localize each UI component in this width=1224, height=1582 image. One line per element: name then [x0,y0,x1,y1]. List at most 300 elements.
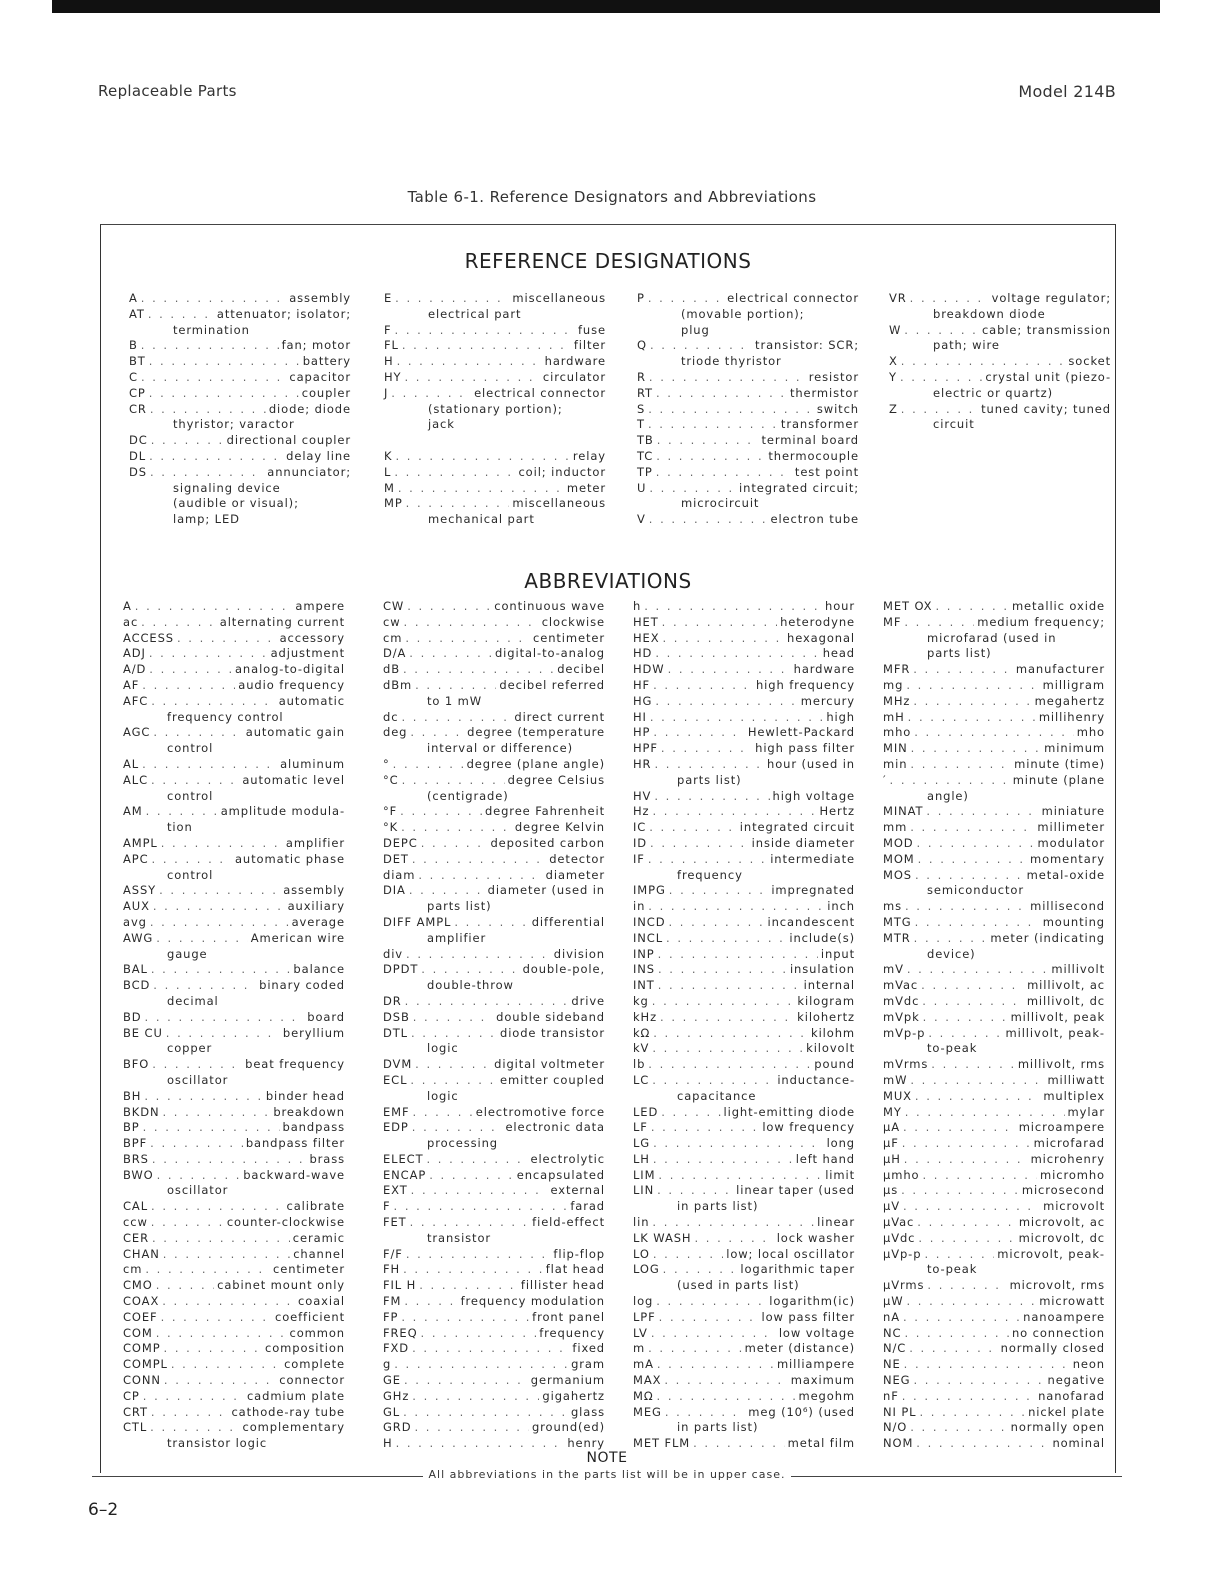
definition-text: miniature [1041,804,1105,819]
abbreviation-entry [383,773,605,805]
entry-line [633,1057,855,1073]
abbreviation-entry [633,1120,855,1136]
definition-text: low; local oscillator [726,1246,855,1261]
designator-term: N/C [883,1341,907,1356]
designator-term: dBm [383,677,413,692]
abbreviation-entry [383,1357,605,1373]
entry-line [883,1247,1105,1263]
designator-term: K [384,448,393,463]
entry-line [883,804,1105,820]
abbreviation-entry [883,599,1105,615]
definition-text: gigahertz [542,1388,605,1403]
designator-term: A [129,291,138,305]
designator-term: T [637,417,645,432]
dot-leader [150,402,266,418]
definition-text: ceramic [292,1230,345,1245]
designator-term: g [383,1357,392,1372]
designator-term: DR [383,993,402,1008]
designator-term: μV [883,1199,900,1214]
entry-line [123,1262,345,1278]
designator-term: mm [883,820,908,835]
abbreviation-entry [123,678,345,694]
designator-term: FXD [383,1341,410,1356]
designator-term: MHz [883,693,911,708]
definition-continuation: microcircuit [681,496,760,511]
definition-text: thermocouple [768,448,859,463]
abbreviation-entry [383,646,605,662]
designator-term: X [889,354,898,369]
definition-text: minute (time) [1014,756,1105,771]
dot-leader [398,481,564,497]
dot-leader [411,1183,548,1199]
definition-text: assembly [289,291,351,305]
designator-term: BAL [123,962,148,977]
entry-line [383,757,605,773]
designator-term: COMPL [123,1357,168,1372]
definition-text: linear taper (used [736,1183,855,1198]
definition-text: millihenry [1038,709,1105,724]
abbreviation-entry [383,1373,605,1389]
abbreviation-entry [129,433,351,449]
entry-line [383,1405,605,1421]
abbreviation-entry [383,1105,605,1121]
entry-line [883,868,1105,884]
section-header: Replaceable Parts [98,82,237,100]
entry-line [383,804,605,820]
dot-leader [904,323,979,339]
dot-leader [901,1183,1019,1199]
entry-line [123,962,345,978]
entry-line [383,599,605,615]
entry-line [384,449,606,465]
dot-leader [454,915,528,931]
entry-line [123,1231,345,1247]
entry-line [383,1152,605,1168]
definition-text: millivolt [1051,962,1105,977]
dot-leader [655,694,797,710]
designator-term: F/F [383,1246,403,1261]
entry-line [883,1073,1105,1089]
note-text: All abbreviations in the parts list will be in upper case. [423,1468,792,1481]
designator-term: TP [637,464,653,479]
definition-text: microhenry [1030,1151,1105,1166]
definition-text: automatic gain [245,725,345,740]
definition-text: momentary [1030,851,1105,866]
definition-text: calibrate [286,1199,345,1214]
abbreviation-entry [123,836,345,852]
abbreviation-entry [883,1010,1105,1026]
dot-leader [665,1405,745,1421]
entry-line [883,1183,1105,1199]
designator-term: FL [384,338,399,353]
definition-text: internal [803,978,855,993]
designator-term: COMP [123,1341,161,1356]
definition-text: microvolt [1043,1199,1105,1214]
designator-term: mho [883,725,912,740]
definition-text: centimeter [273,1262,345,1277]
dot-leader [406,947,551,963]
dot-leader [926,804,1038,820]
dot-leader [177,631,277,647]
entry-line [383,1262,605,1278]
dot-leader [141,291,286,307]
dot-leader [655,646,819,662]
definition-text: binary coded [259,978,345,993]
designator-term: DSB [383,1009,410,1024]
dot-leader [142,678,235,694]
definition-text: millisecond [1030,899,1105,914]
definition-text: direct current [514,709,605,724]
abbreviation-entry [633,1247,855,1263]
dot-leader [658,947,818,963]
entry-line [637,417,859,433]
abbreviation-entry [883,1310,1105,1326]
dot-leader [650,836,749,852]
dot-leader [149,662,232,678]
entry-line [633,1152,855,1168]
definition-text: milligram [1042,677,1105,692]
reference-designations-title: REFERENCE DESIGNATIONS [464,249,752,273]
entry-line [633,978,855,994]
abbreviation-entry [384,496,606,528]
designator-term: F [384,322,392,337]
dot-leader [656,1294,766,1310]
definition-continuation: to-peak [927,1041,978,1056]
definition-text: minute (plane [1012,772,1105,787]
dot-leader [917,836,1035,852]
definition-text: deposited carbon [490,835,605,850]
dot-leader [394,465,515,481]
dot-leader [656,386,787,402]
abbreviation-entry [123,1405,345,1421]
dot-leader [910,757,1011,773]
abbreviation-entry [883,757,1105,773]
definition-text: kilohertz [797,1009,855,1024]
designator-term: VR [889,291,907,305]
abbr-column-1 [123,599,345,1452]
definition-text: tuned cavity; tuned [981,401,1111,416]
definition-text: audio frequency [238,677,345,692]
entry-line [633,1105,855,1121]
designator-term: LO [633,1246,650,1261]
designator-term: BT [129,354,146,369]
abbreviation-entry [123,1136,345,1152]
designator-term: log [633,1294,654,1309]
dot-leader [151,1199,283,1215]
abbreviation-entry [123,662,345,678]
definition-text: attenuator; isolator; [216,306,351,321]
designator-term: GHz [383,1388,410,1403]
definition-text: milliampere [776,1357,855,1372]
abbreviation-entry [383,1199,605,1215]
definition-text: accessory [279,630,345,645]
designator-term: DVM [383,1057,413,1072]
definition-text: ground(ed) [531,1420,605,1435]
abbreviation-entry [883,1389,1105,1405]
dot-leader [909,1341,997,1357]
designator-term: AFC [123,693,149,708]
entry-line [633,947,855,963]
abbreviation-entry [633,1373,855,1389]
entry-line [129,402,351,418]
abbreviation-entry [383,883,605,915]
definition-continuation: in parts list) [677,1199,759,1214]
definition-text: millimeter [1037,820,1105,835]
dot-leader [161,1310,272,1326]
designator-term: BWO [123,1167,154,1182]
definition-text: normally open [1010,1420,1105,1435]
definition-text: incandescent [767,914,855,929]
definition-text: micromho [1040,1167,1105,1182]
definition-continuation: to-peak [927,1262,978,1277]
designator-term: HEX [633,630,660,645]
definition-text: meg (10⁶) (used [748,1404,855,1419]
definition-text: diameter (used in [487,883,605,898]
abbreviation-entry [129,338,351,354]
entry-line [883,757,1105,773]
abbreviation-entry [883,1215,1105,1231]
entry-line [633,1294,855,1310]
entry-line [383,836,605,852]
definition-continuation: jack [428,417,455,432]
designator-term: FIL H [383,1278,417,1293]
designator-term: ID [633,835,648,850]
dot-leader [900,370,982,386]
definition-text: encapsulated [516,1167,605,1182]
entry-line [633,852,855,868]
entry-line [883,1326,1105,1342]
definition-text: analog-to-digital [234,662,345,677]
definition-text: adjustment [270,646,345,661]
designator-term: DEPC [383,835,418,850]
dot-leader [913,662,1013,678]
abbreviation-entry [123,931,345,963]
entry-line [883,978,1105,994]
designator-term: μH [883,1151,901,1166]
dot-leader [649,481,736,497]
definition-text: high [826,709,855,724]
abbreviation-entry [883,741,1105,757]
dot-leader [391,386,471,402]
designator-term: J [384,385,389,400]
abbreviation-entry [123,1026,345,1058]
abbreviation-entry [883,962,1105,978]
entry-line [633,646,855,662]
designator-term: MF [883,614,902,629]
designator-term: mA [633,1357,654,1372]
entry-line [633,631,855,647]
abbreviation-entry [383,1326,605,1342]
page-number: 6–2 [88,1500,119,1520]
entry-line [633,1183,855,1199]
abbreviation-entry [883,710,1105,726]
table-caption: Table 6-1. Reference Designators and Abbreviations [407,188,817,206]
entry-line [383,962,605,978]
table-frame [100,224,1116,1473]
entry-line [637,338,859,354]
definition-text: glass [570,1404,605,1419]
definition-continuation: transistor logic [167,1436,268,1451]
dot-leader [922,1168,1037,1184]
entry-line [637,465,859,481]
abbreviation-entry [384,370,606,386]
dot-leader [902,1136,1031,1152]
definition-continuation: microfarad (used in [927,630,1057,645]
abbreviation-entry [123,757,345,773]
definition-continuation: (used in parts list) [677,1278,800,1293]
entry-line [383,1357,605,1373]
abbreviation-entry [383,678,605,710]
dot-leader [152,1057,242,1073]
abbreviation-entry [123,962,345,978]
dot-leader [924,1247,994,1263]
designator-term: DC [129,433,148,448]
designator-term: INP [633,946,655,961]
entry-line [123,1120,345,1136]
designator-term: BKDN [123,1104,160,1119]
dot-leader [653,678,753,694]
designator-term: W [889,322,902,337]
definition-text: megohm [798,1388,855,1403]
designator-term: μF [883,1136,899,1151]
designator-term: LPF [633,1309,656,1324]
entry-line [384,481,606,497]
dot-leader [669,883,769,899]
designator-term: MTR [883,930,911,945]
definition-text: socket [1068,354,1111,369]
abbreviation-entry [123,899,345,915]
designator-term: GE [383,1373,401,1388]
designator-term: mVp-p [883,1025,926,1040]
entry-line [123,1136,345,1152]
abbreviation-entry [883,852,1105,868]
designator-term: AM [123,804,143,819]
abbreviation-entry [633,631,855,647]
dot-leader [657,1389,796,1405]
designator-term: lb [633,1057,646,1072]
designator-term: FM [383,1294,402,1309]
entry-line [383,1026,605,1042]
entry-line [123,899,345,915]
entry-line [123,1168,345,1184]
designator-term: EDP [383,1120,409,1135]
definition-text: germanium [530,1373,605,1388]
designator-term: HDW [633,662,665,677]
entry-line [883,662,1105,678]
abbreviation-entry [383,599,605,615]
abbreviation-entry [633,599,855,615]
designator-term: MFR [883,662,911,677]
definition-text: maximum [790,1373,855,1388]
designator-term: DTL [383,1025,408,1040]
dot-leader [927,1278,1006,1294]
definition-continuation: in parts list) [677,1420,759,1435]
definition-text: clockwise [541,614,605,629]
entry-line [383,883,605,899]
designator-term: HY [384,369,402,384]
definition-continuation: breakdown diode [933,306,1046,321]
designator-term: CONN [123,1373,161,1388]
abbreviation-entry [637,433,859,449]
dot-leader [393,757,464,773]
abbreviation-entry [384,481,606,497]
definition-text: binder head [265,1088,345,1103]
designator-term: NC [883,1325,902,1340]
dot-leader [914,725,1074,741]
definition-text: coupler [301,385,351,400]
definition-text: coefficient [274,1309,345,1324]
definition-text: double-pole, [522,962,605,977]
designator-term: DL [129,448,147,463]
designator-term: EXT [383,1183,408,1198]
dot-leader [910,1420,1007,1436]
entry-line [637,481,859,497]
entry-line [633,1389,855,1405]
designator-term: COEF [123,1309,158,1324]
designator-term: AGC [123,725,151,740]
designator-term: MOM [883,851,915,866]
definition-text: nominal [1052,1436,1105,1451]
entry-line [123,804,345,820]
definition-text: beryllium [282,1025,345,1040]
dot-leader [401,1310,529,1326]
abbreviation-entry [883,1199,1105,1215]
dot-leader [419,1278,518,1294]
definition-text: miscellaneous [512,291,606,305]
entry-line [633,1010,855,1026]
dot-leader [658,962,787,978]
abbreviation-entry [633,836,855,852]
dot-leader [662,615,777,631]
abbreviation-entry [633,1357,855,1373]
definition-text: flip-flop [553,1246,605,1261]
dot-leader [404,615,539,631]
definition-text: high frequency [755,677,855,692]
designator-term: CHAN [123,1246,160,1261]
abbreviation-entry [123,915,345,931]
abbreviation-entry [633,1152,855,1168]
abbreviation-entry [123,1262,345,1278]
abbreviation-entry [883,1026,1105,1058]
definition-text: automatic level [242,772,345,787]
definition-text: lock washer [776,1230,855,1245]
definition-text: amplifier [285,835,345,850]
dot-leader [400,804,482,820]
designator-term: CTL [123,1420,148,1435]
abbreviation-entry [883,1152,1105,1168]
abbreviation-entry [383,804,605,820]
dot-leader [151,694,276,710]
designator-term: ADJ [123,646,146,661]
designator-term: DIA [383,883,406,898]
entry-line [123,773,345,789]
abbreviation-entry [123,1089,345,1105]
entry-line [123,1152,345,1168]
designator-term: INCL [633,930,664,945]
designator-term: DS [129,464,147,479]
dot-leader [660,1010,794,1026]
definition-text: directional coupler [226,433,351,448]
definition-text: electronic data [505,1120,605,1135]
designator-term: Hz [633,804,650,819]
designator-term: °K [383,820,399,835]
designator-term: MEG [633,1404,662,1419]
entry-line [129,307,351,323]
designator-term: GL [383,1404,401,1419]
definition-continuation: plug [681,322,710,337]
designator-term: AUX [123,899,150,914]
abbreviation-entry [123,1057,345,1089]
